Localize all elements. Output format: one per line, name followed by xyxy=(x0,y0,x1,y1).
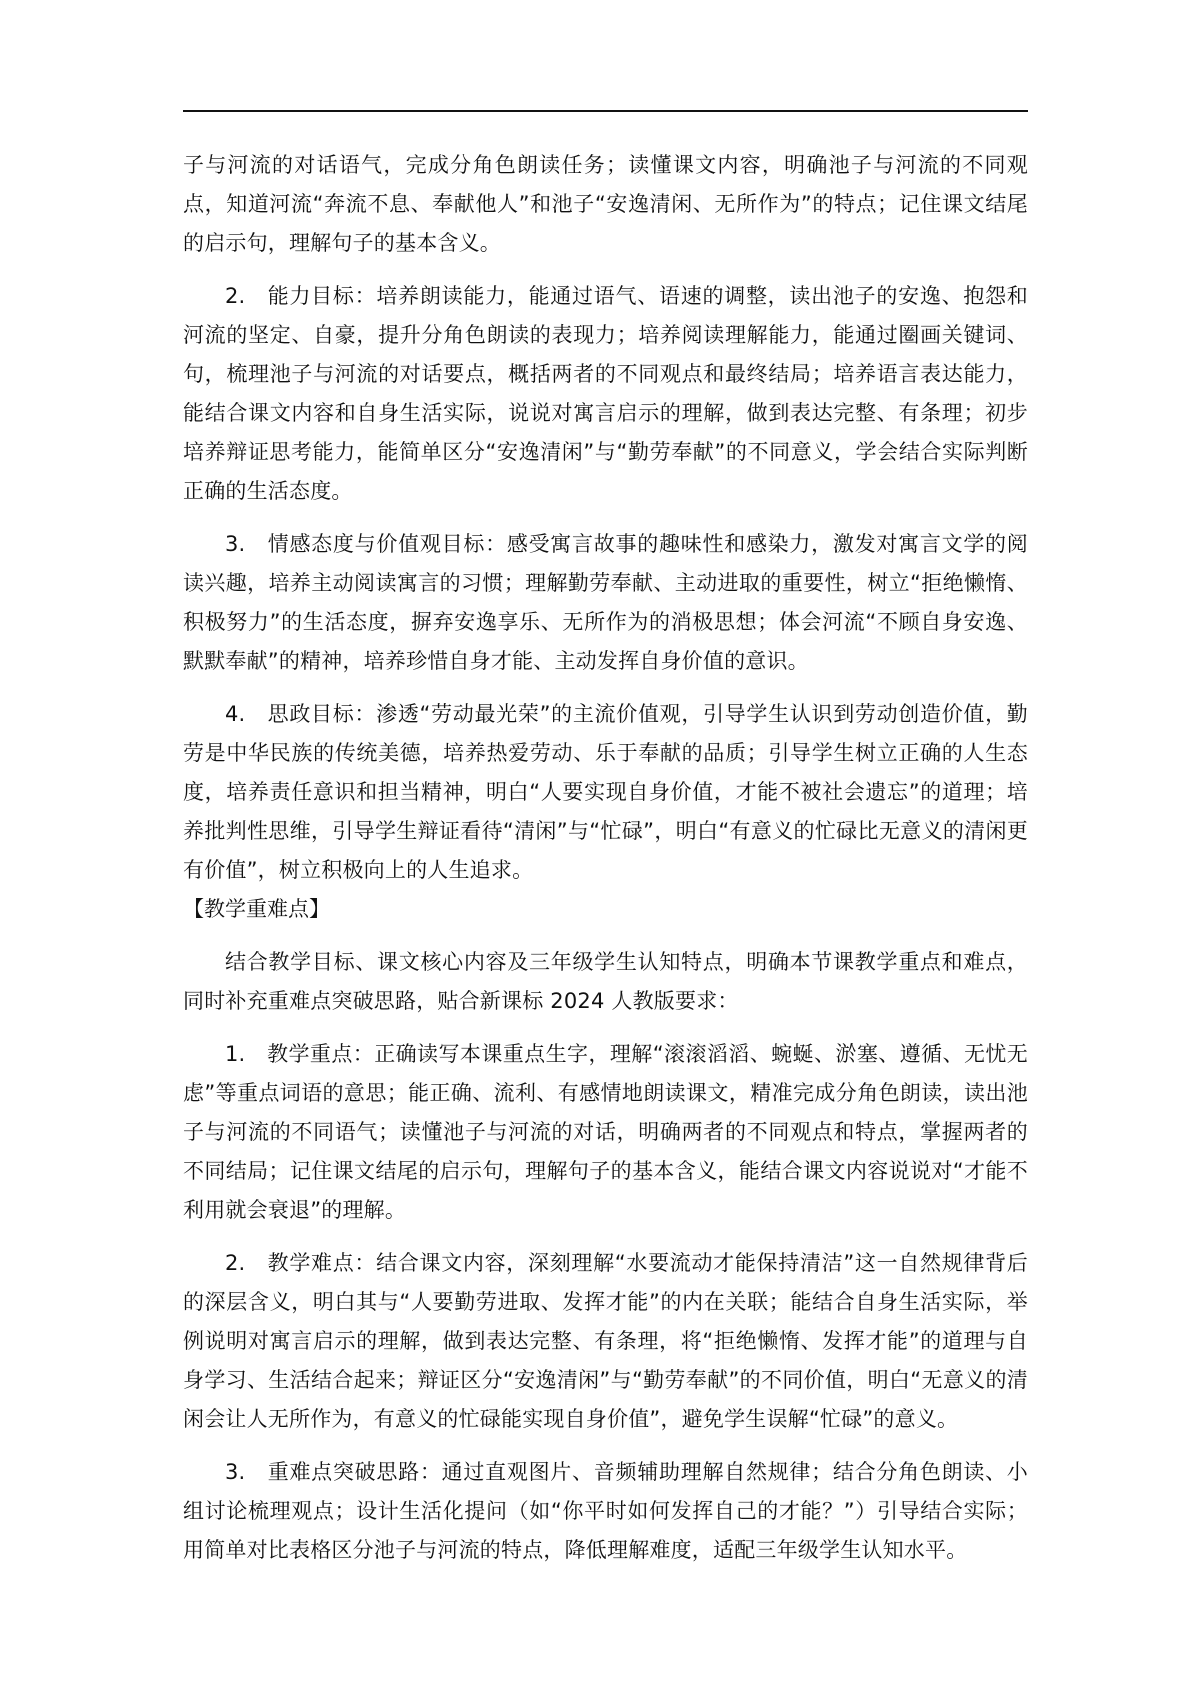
paragraph-teaching-difficulty: 2. 教学难点：结合课文内容，深刻理解“水要流动才能保持清洁”这一自然规律背后的深层含义，明白其与“人要勤劳进取、发挥才能”的内在关联；能结合自身生活实际，举例说明对寓言启示的理解，做到表达完整、有条理，将“拒绝懒惰、发挥才能”的道理与自身学习、生活结合起来；辩证区分“安逸清闲”与“勤劳奉献”的不同价值，明白“无意义的清闲会让人无所作为，有意义的忙碌能实现自身价值”，避免学生误解“忙碌”的意义。 xyxy=(183,1251,1028,1431)
paragraph-teaching-focus: 1. 教学重点：正确读写本课重点生字，理解“滚滚滔滔、蜿蜒、淤塞、遵循、无忧无虑”等重点词语的意思；能正确、流利、有感情地朗读课文，精准完成分角色朗读，读出池子与河流的不同语气；读懂池子与河流的对话，明确两者的不同观点和特点，掌握两者的不同结局；记住课文结尾的启示句，理解句子的基本含义，能结合课文内容说说对“才能不利用就会衰退”的理解。 xyxy=(183,1042,1028,1222)
paragraph-ideology-goal: 4. 思政目标：渗透“劳动最光荣”的主流价值观，引导学生认识到劳动创造价值，勤劳是中华民族的传统美德，培养热爱劳动、乐于奉献的品质；引导学生树立正确的人生态度，培养责任意识和担当精神，明白“人要实现自身价值，才能不被社会遗忘”的道理；培养批判性思维，引导学生辩证看待“清闲”与“忙碌”，明白“有意义的忙碌比无意义的清闲更有价值”，树立积极向上的人生追求。 xyxy=(183,702,1028,882)
paragraph-breakthrough-approach: 3. 重难点突破思路：通过直观图片、音频辅助理解自然规律；结合分角色朗读、小组讨论梳理观点；设计生活化提问（如“你平时如何发挥自己的才能？”）引导结合实际；用简单对比表格区分池子与河流的特点，降低理解难度，适配三年级学生认知水平。 xyxy=(183,1460,1028,1562)
section-heading: 【教学重难点】 xyxy=(183,897,330,921)
paragraph-ability-goal: 2. 能力目标：培养朗读能力，能通过语气、语速的调整，读出池子的安逸、抱怨和河流的坚定、自豪，提升分角色朗读的表现力；培养阅读理解能力，能通过圈画关键词、句，梳理池子与河流的对话要点，概括两者的不同观点和最终结局；培养语言表达能力，能结合课文内容和自身生活实际，说说对寓言启示的理解，做到表达完整、有条理；初步培养辩证思考能力，能简单区分“安逸清闲”与“勤劳奉献”的不同意义，学会结合实际判断正确的生活态度。 xyxy=(183,284,1028,503)
paragraph-knowledge-goal-continued: 子与河流的对话语气，完成分角色朗读任务；读懂课文内容，明确池子与河流的不同观点，知道河流“奔流不息、奉献他人”和池子“安逸清闲、无所作为”的特点；记住课文结尾的启示句，理解句子的基本含义。 xyxy=(183,153,1028,255)
paragraph-emotion-goal: 3. 情感态度与价值观目标：感受寓言故事的趣味性和感染力，激发对寓言文学的阅读兴趣，培养主动阅读寓言的习惯；理解勤劳奉献、主动进取的重要性，树立“拒绝懒惰、积极努力”的生活态度，摒弃安逸享乐、无所作为的消极思想；体会河流“不顾自身安逸、默默奉献”的精神，培养珍惜自身才能、主动发挥自身价值的意识。 xyxy=(183,532,1028,673)
document-body xyxy=(183,146,1028,1570)
paragraph-intro: 结合教学目标、课文核心内容及三年级学生认知特点，明确本节课教学重点和难点，同时补充重难点突破思路，贴合新课标 2024 人教版要求： xyxy=(183,950,1028,1013)
header-rule xyxy=(183,110,1028,112)
